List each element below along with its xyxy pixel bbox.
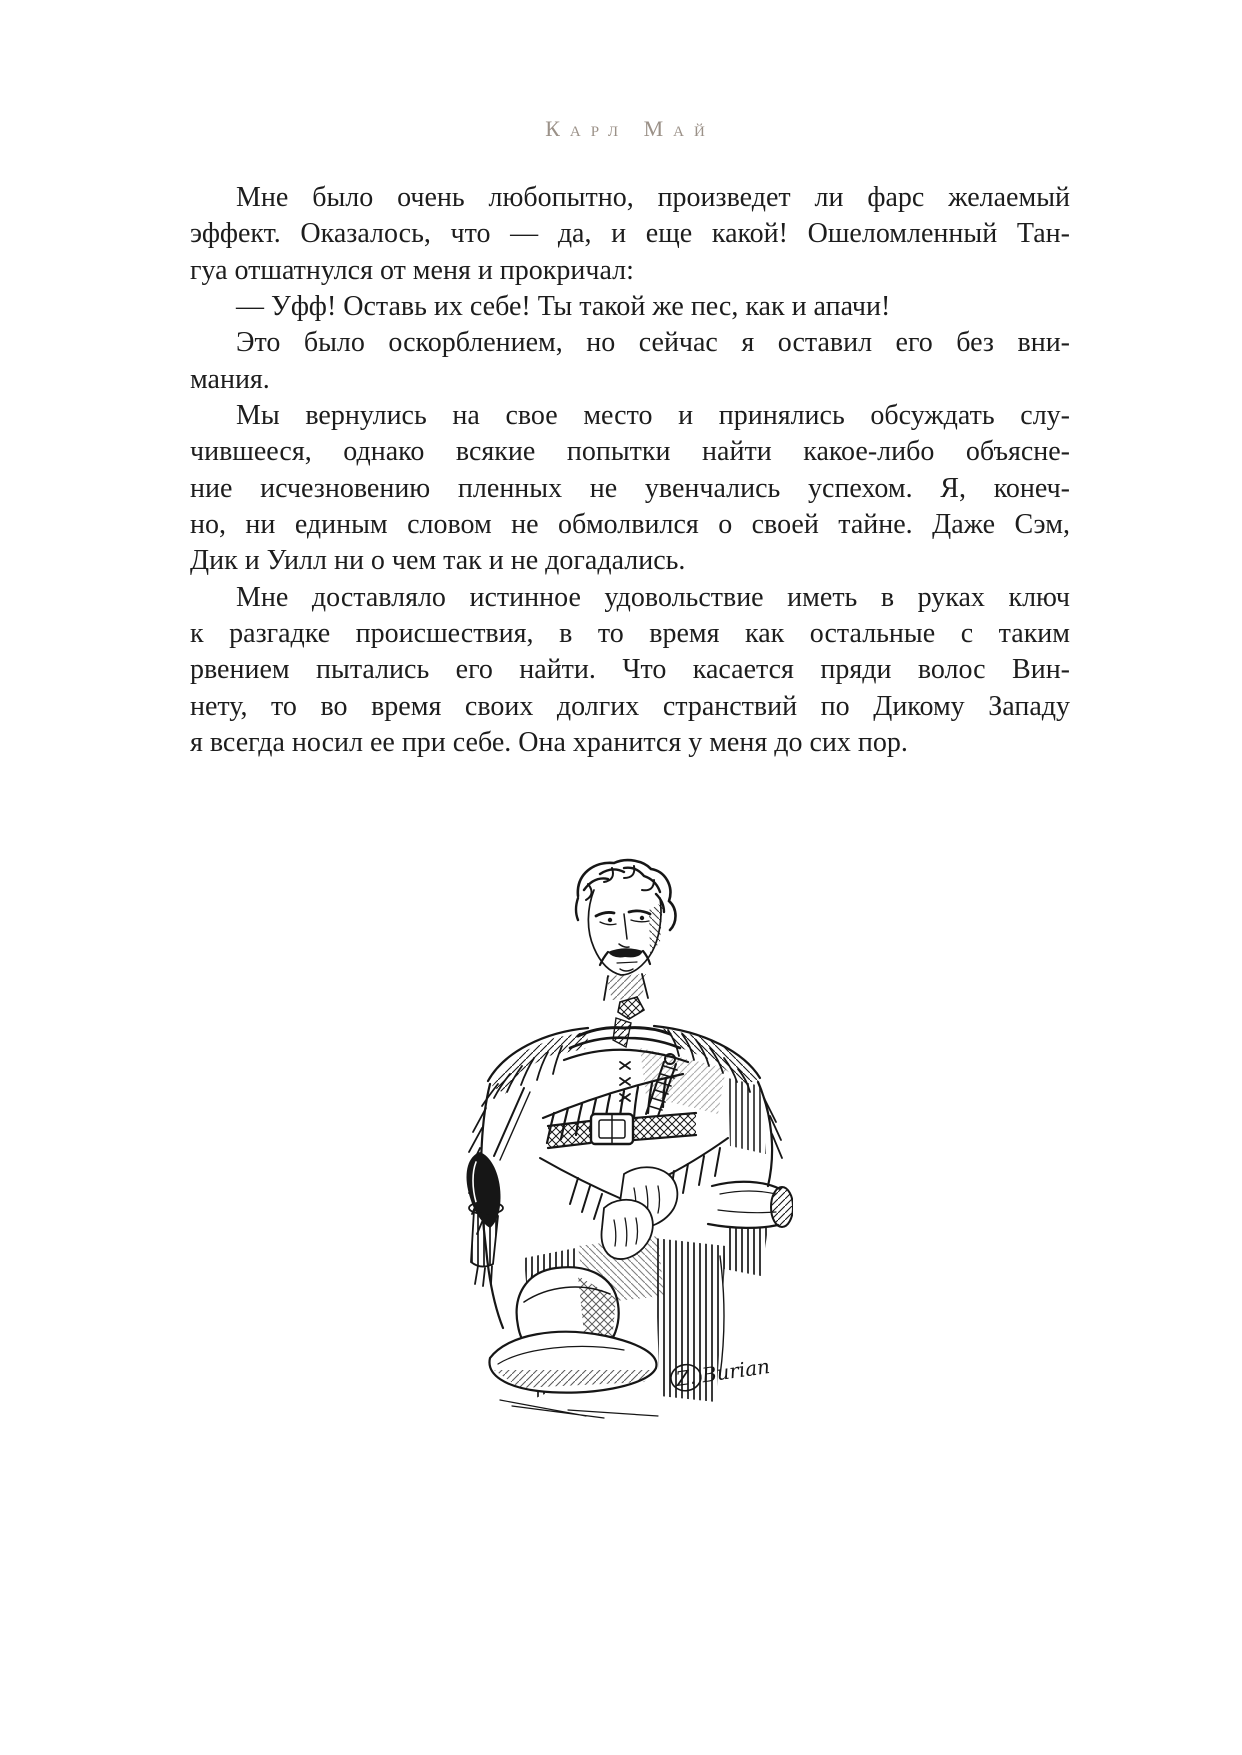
illustration: [428, 856, 793, 1426]
text-line: Дик и Уилл ни о чем так и не догадались.: [190, 545, 686, 577]
text-line: Мне доставляло истинное удовольствие иметь в руках ключ: [236, 581, 1070, 613]
text-line: мания.: [190, 363, 270, 395]
text-line: гуа отшатнулся от меня и прокричал:: [190, 254, 634, 286]
frontiersman-drawing: [428, 856, 793, 1426]
paragraph: [190, 180, 1070, 289]
text-line: Мне было очень любопытно, произведет ли фарс желаемый: [236, 182, 1070, 213]
signature-text: Z. Burian: [674, 1354, 772, 1391]
paragraph: [190, 325, 1070, 398]
text-line: я всегда носил ее при себе. Она хранится у меня до сих пор.: [190, 727, 908, 759]
paragraph: [190, 289, 1070, 325]
text-line: эффект. Оказалось, что — да, и еще какой! Ошеломленный Тан-: [190, 218, 1070, 250]
paragraph: [190, 398, 1070, 580]
paragraph: [190, 580, 1070, 762]
text-line: нету, то во время своих долгих странствий по Дикому Западу: [190, 690, 1070, 722]
text-line: ние исчезновению пленных не увенчались успехом. Я, конеч-: [190, 472, 1070, 504]
text-line: Мы вернулись на свое место и принялись обсуждать слу-: [236, 400, 1070, 432]
text-line: — Уфф! Оставь их себе! Ты такой же пес, как и апачи!: [236, 291, 891, 323]
running-head-author: Карл Май: [545, 116, 715, 141]
text-line: к разгадке происшествия, в то время как остальные с таким: [190, 618, 1070, 650]
text-line: чившееся, однако всякие попытки найти какое-либо объясне-: [190, 436, 1070, 468]
body-text: [190, 180, 1070, 762]
text-line: но, ни единым словом не обмолвился о своей тайне. Даже Сэм,: [190, 509, 1070, 541]
text-line: рвением пытались его найти. Что касается пряди волос Вин-: [190, 654, 1070, 686]
figure-body: [467, 860, 794, 1418]
text-line: Это было оскорблением, но сейчас я оставил его без вни-: [236, 327, 1070, 359]
